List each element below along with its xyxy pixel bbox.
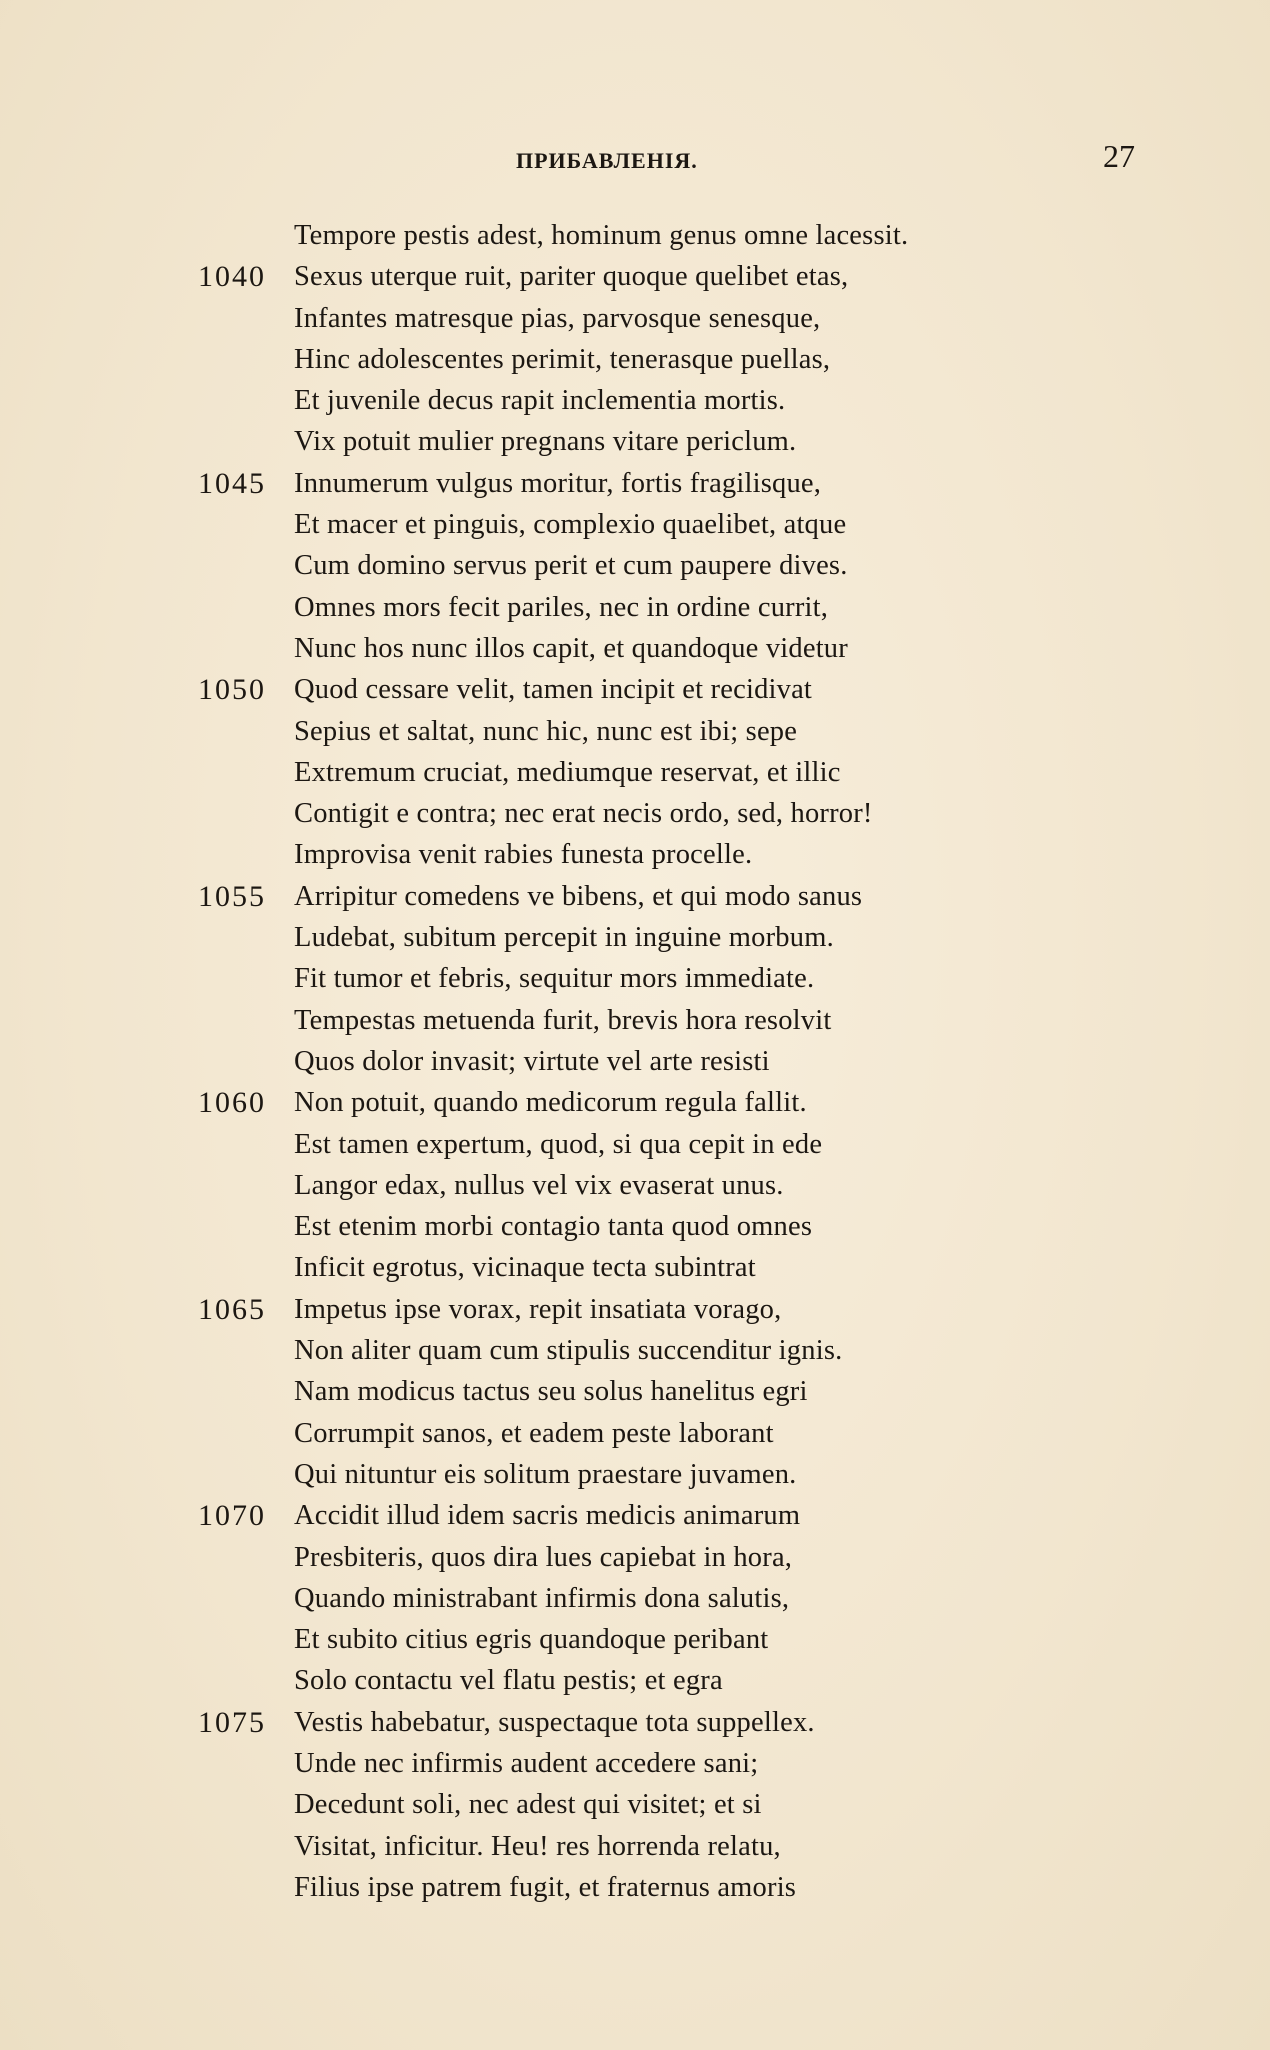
line-text: Solo contactu vel flatu pestis; et egra [294, 1665, 723, 1697]
line-text: Est etenim morbi contagio tanta quod omnes [294, 1211, 813, 1243]
verse-line [0, 1537, 1270, 1578]
line-text: Nunc hos nunc illos capit, et quandoque videtur [294, 632, 848, 664]
line-text: Sexus uterque ruit, pariter quoque quelibet etas, [294, 261, 849, 293]
verse-line [0, 545, 1270, 586]
verse-line [0, 1082, 1270, 1123]
verse-line [0, 380, 1270, 421]
verse-line [0, 298, 1270, 339]
verse-line [0, 1371, 1270, 1412]
line-text: Nam modicus tactus seu solus hanelitus egri [294, 1376, 808, 1408]
verse-line [0, 1826, 1270, 1867]
page-number: 27 [1103, 138, 1135, 174]
verse-line [0, 1495, 1270, 1536]
verse-line [0, 711, 1270, 752]
line-text: Cum domino servus perit et cum paupere dives. [294, 550, 848, 582]
line-text: Arripitur comedens ve bibens, et qui modo sanus [294, 880, 863, 912]
line-text: Tempestas metuenda furit, brevis hora resolvit [294, 1004, 832, 1036]
line-text: Sepius et saltat, nunc hic, nunc est ibi; sepe [294, 715, 798, 747]
verse-line [0, 1743, 1270, 1784]
verse-line [0, 1454, 1270, 1495]
verse-line [0, 1660, 1270, 1701]
verse-line [0, 1124, 1270, 1165]
line-number: 1040 [198, 260, 266, 294]
line-text: Quando ministrabant infirmis dona salutis, [294, 1582, 790, 1614]
verse-line [0, 1867, 1270, 1908]
running-head: ПРИБАВЛЕНIЯ. [516, 148, 698, 173]
line-text: Est tamen expertum, quod, si qua cepit in ede [294, 1128, 823, 1160]
line-text: Et juvenile decus rapit inclementia mortis. [294, 385, 786, 417]
line-text: Non aliter quam cum stipulis succenditur ignis. [294, 1335, 843, 1367]
line-text: Decedunt soli, nec adest qui visitet; et si [294, 1789, 762, 1821]
line-text: Infantes matresque pias, parvosque senesque, [294, 302, 821, 334]
line-text: Langor edax, nullus vel vix evaserat unus. [294, 1169, 784, 1201]
line-text: Improvisa venit rabies funesta procelle. [294, 839, 753, 871]
verse-line [0, 917, 1270, 958]
verse-line [0, 876, 1270, 917]
verse-line [0, 339, 1270, 380]
line-text: Qui nituntur eis solitum praestare juvamen. [294, 1458, 797, 1490]
verse-line [0, 421, 1270, 462]
line-text: Vix potuit mulier pregnans vitare periclum. [294, 426, 797, 458]
line-text: Unde nec infirmis audent accedere sani; [294, 1747, 759, 1779]
verse-line [0, 1000, 1270, 1041]
line-text: Omnes mors fecit pariles, nec in ordine currit, [294, 591, 829, 623]
verse-line [0, 1041, 1270, 1082]
verse-line [0, 504, 1270, 545]
verse-line [0, 1247, 1270, 1288]
verse-line [0, 958, 1270, 999]
line-number: 1050 [198, 673, 266, 707]
verse-line [0, 1413, 1270, 1454]
line-number: 1065 [198, 1292, 266, 1326]
verse-line [0, 669, 1270, 710]
line-text: Fit tumor et febris, sequitur mors immediate. [294, 963, 815, 995]
line-text: Visitat, inficitur. Heu! res horrenda relatu, [294, 1830, 781, 1862]
line-text: Filius ipse patrem fugit, et fraternus amoris [294, 1871, 797, 1903]
line-text: Quod cessare velit, tamen incipit et recidivat [294, 674, 813, 706]
line-number: 1055 [198, 879, 266, 913]
verse-line [0, 628, 1270, 669]
line-text: Vestis habebatur, suspectaque tota suppellex. [294, 1706, 815, 1738]
line-text: Tempore pestis adest, hominum genus omne lacessit. [294, 220, 909, 251]
line-text: Hinc adolescentes perimit, tenerasque puellas, [294, 343, 831, 375]
line-text: Corrumpit sanos, et eadem peste laborant [294, 1417, 774, 1449]
line-text: Quos dolor invasit; virtute vel arte resisti [294, 1045, 770, 1077]
line-text: Et subito citius egris quandoque peribant [294, 1624, 769, 1656]
verse-line [0, 463, 1270, 504]
line-text: Innumerum vulgus moritur, fortis fragilisque, [294, 467, 822, 499]
line-text: Ludebat, subitum percepit in inguine morbum. [294, 922, 834, 954]
line-text: Et macer et pinguis, complexio quaelibet, atque [294, 509, 847, 541]
verse-line [0, 256, 1270, 297]
line-text: Extremum cruciat, mediumque reservat, et illic [294, 756, 841, 788]
verse-line [0, 1619, 1270, 1660]
line-text: Contigit e contra; nec erat necis ordo, sed, horror! [294, 798, 873, 830]
verse-line [0, 793, 1270, 834]
line-text: Presbiteris, quos dira lues capiebat in hora, [294, 1541, 793, 1573]
line-text: Accidit illud idem sacris medicis animarum [294, 1500, 801, 1532]
line-text: Non potuit, quando medicorum regula fallit. [294, 1087, 807, 1119]
line-number: 1045 [198, 466, 266, 500]
verse-line [0, 1578, 1270, 1619]
verse-line [0, 587, 1270, 628]
line-number: 1060 [198, 1086, 266, 1120]
verse-line [0, 1702, 1270, 1743]
verse-line [0, 1784, 1270, 1825]
verse-line [0, 1165, 1270, 1206]
line-number: 1070 [198, 1499, 266, 1533]
line-number: 1075 [198, 1705, 266, 1739]
verse-line [0, 215, 1270, 256]
verse-line [0, 834, 1270, 875]
poem-text [0, 215, 1270, 1908]
verse-line [0, 1289, 1270, 1330]
verse-line [0, 752, 1270, 793]
verse-line [0, 1330, 1270, 1371]
line-text: Impetus ipse vorax, repit insatiata vorago, [294, 1293, 782, 1325]
line-text: Inficit egrotus, vicinaque tecta subintrat [294, 1252, 756, 1284]
verse-line [0, 1206, 1270, 1247]
